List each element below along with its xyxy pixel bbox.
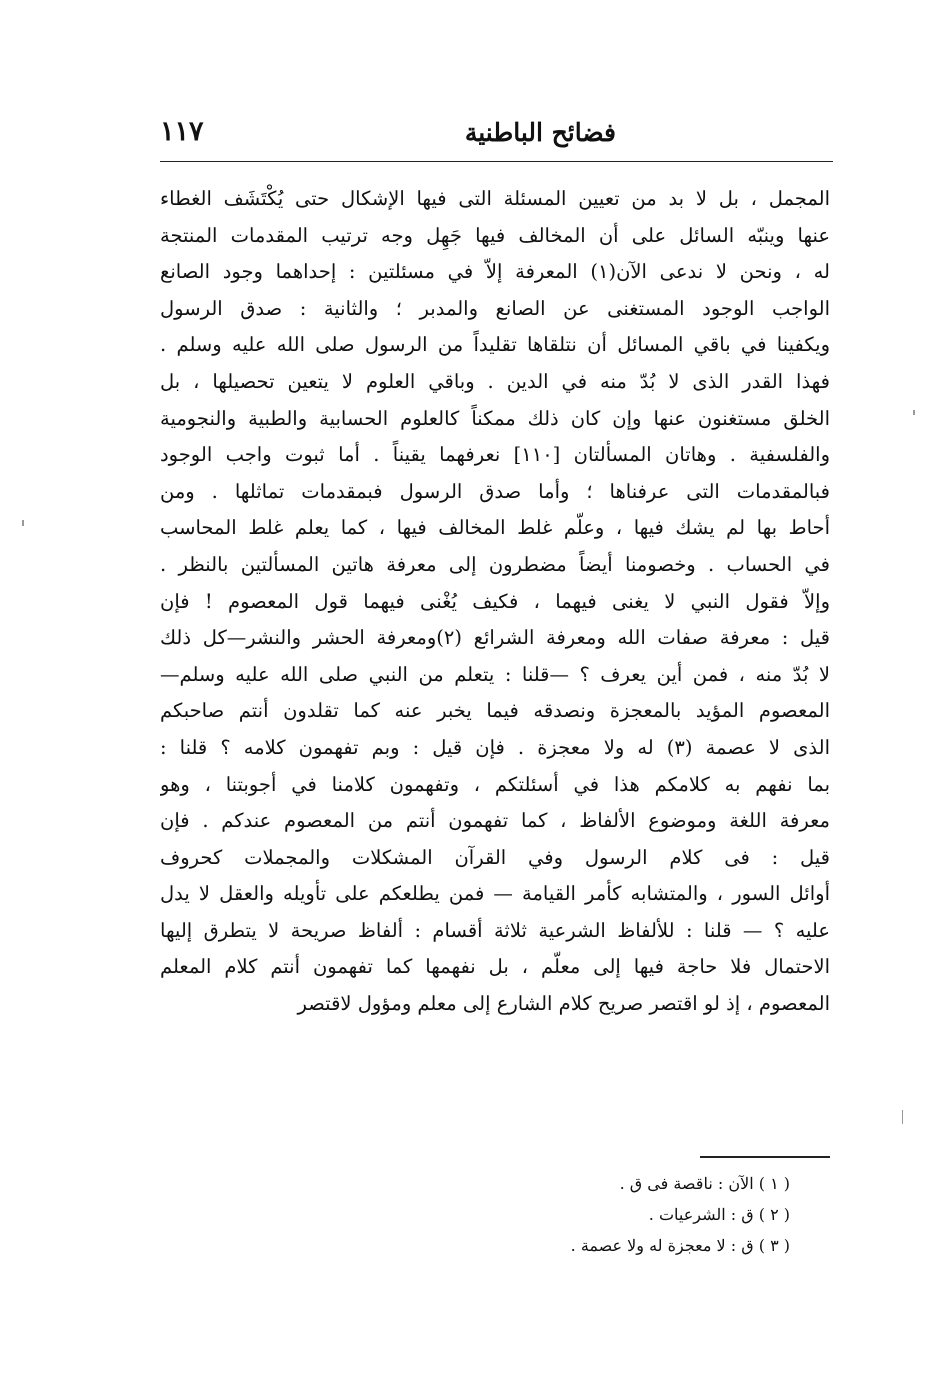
footnote: ( ٢ ) ق : الشرعيات . <box>648 1205 790 1224</box>
text-line: الاحتمال فلا حاجة فيها إلى معلّم ، بل نفهمها كما تفهمون أنتم كلام المعلم <box>160 955 830 979</box>
text-line: قيل : معرفة صفات الله ومعرفة الشرائع (٢)ومعرفة الحشر والنشر—كل ذلك <box>160 626 830 650</box>
text-line: بما نفهم به كلامكم هذا في أسئلتكم ، وتفهمون كلامنا في أجوبتنا ، وهو <box>160 772 830 796</box>
text-line: له ، ونحن لا ندعى الآن(١) المعرفة إلاّ في مسئلتين : إحداهما وجود الصانع <box>160 260 830 284</box>
text-line: والفلسفية . وهاتان المسألتان [١١٠] نعرفهما يقيناً . أما ثبوت واجب الوجود <box>160 443 830 467</box>
scan-speck <box>22 520 24 526</box>
text-line: أحاط بها لم يشك فيها ، وعلّم غلط المخالف فيها ، كما يعلم غلط المحاسب <box>160 516 830 540</box>
footnote-rule <box>700 1156 830 1158</box>
page-header <box>160 118 830 162</box>
text-line: وإلاّ فقول النبي لا يغنى فيهما ، فكيف يُغْنى فيهما قول المعصوم ! فإن <box>160 589 830 613</box>
text-line: الواجب الوجود المستغنى عن الصانع والمدبر ؛ والثانية : صدق الرسول <box>160 296 830 320</box>
footnotes <box>300 1168 790 1261</box>
text-line: معرفة اللغة وموضوع الألفاظ ، كما تفهمون أنتم من المعصوم عندكم . فإن <box>160 809 830 833</box>
running-title: فضائح الباطنية <box>464 118 616 147</box>
text-line: عنها وينبّه السائل على أن المخالف فيها جَهِل وجه ترتيب المقدمات المنتجة <box>160 223 830 247</box>
scan-speck <box>913 410 915 415</box>
text-line: الذى لا عصمة (٣) له ولا معجزة . فإن قيل : وبم تفهمون كلامه ؟ قلنا : <box>160 735 830 759</box>
text-line: الخلق مستغنون عنها وإن كان ذلك ممكناً كالعلوم الحسابية والطبية والنجومية <box>160 406 830 430</box>
text-line: في الحساب . وخصومنا أيضاً مضطرون إلى معرفة هاتين المسألتين بالنظر . <box>160 552 830 576</box>
page-number: ١١٧ <box>160 116 204 147</box>
scan-speck <box>902 1110 903 1124</box>
text-line: ويكفينا في باقي المسائل أن نتلقاها تقليداً من الرسول صلى الله عليه وسلم . <box>160 333 830 357</box>
text-line: فهذا القدر الذى لا بُدّ منه في الدين . وباقي العلوم لا يتعين تحصيلها ، بل <box>160 369 830 393</box>
header-rule <box>160 161 833 162</box>
text-line: المعصوم المؤيد بالمعجزة ونصدقه فيما يخبر عنه كما تقلدون أنتم صاحبكم <box>160 699 830 723</box>
text-line: المجمل ، بل لا بد من تعيين المسئلة التى فيها الإشكال حتى يُكْتَشَف الغطاء <box>160 187 830 210</box>
text-line: لا بُدّ منه ، فمن أين يعرف ؟ —قلنا : يتعلم من النبي صلى الله عليه وسلم— <box>160 662 830 686</box>
footnote: ( ٣ ) ق : لا معجزة له ولا عصمة . <box>570 1236 790 1255</box>
text-line: أوائل السور ، والمتشابه كأمر القيامة — فمن يطلعكم على تأويله والعقل لا يدل <box>160 882 830 906</box>
text-line: فبالمقدمات التى عرفناها ؛ وأما صدق الرسول فبمقدمات تماثلها . ومن <box>160 479 830 503</box>
footnote: ( ١ ) الآن : ناقصة فى ق . <box>619 1174 790 1193</box>
text-line: قيل : فى كلام الرسول وفي القرآن المشكلات والمجملات كحروف <box>160 845 830 869</box>
text-line: عليه ؟ — قلنا : للألفاظ الشرعية ثلاثة أقسام : ألفاظ صريحة لا يتطرق إليها <box>160 918 830 942</box>
text-line: المعصوم ، إذ لو اقتصر صريح كلام الشارع إلى معلم ومؤول لاقتصر <box>297 992 830 1016</box>
body-text <box>160 181 830 1023</box>
